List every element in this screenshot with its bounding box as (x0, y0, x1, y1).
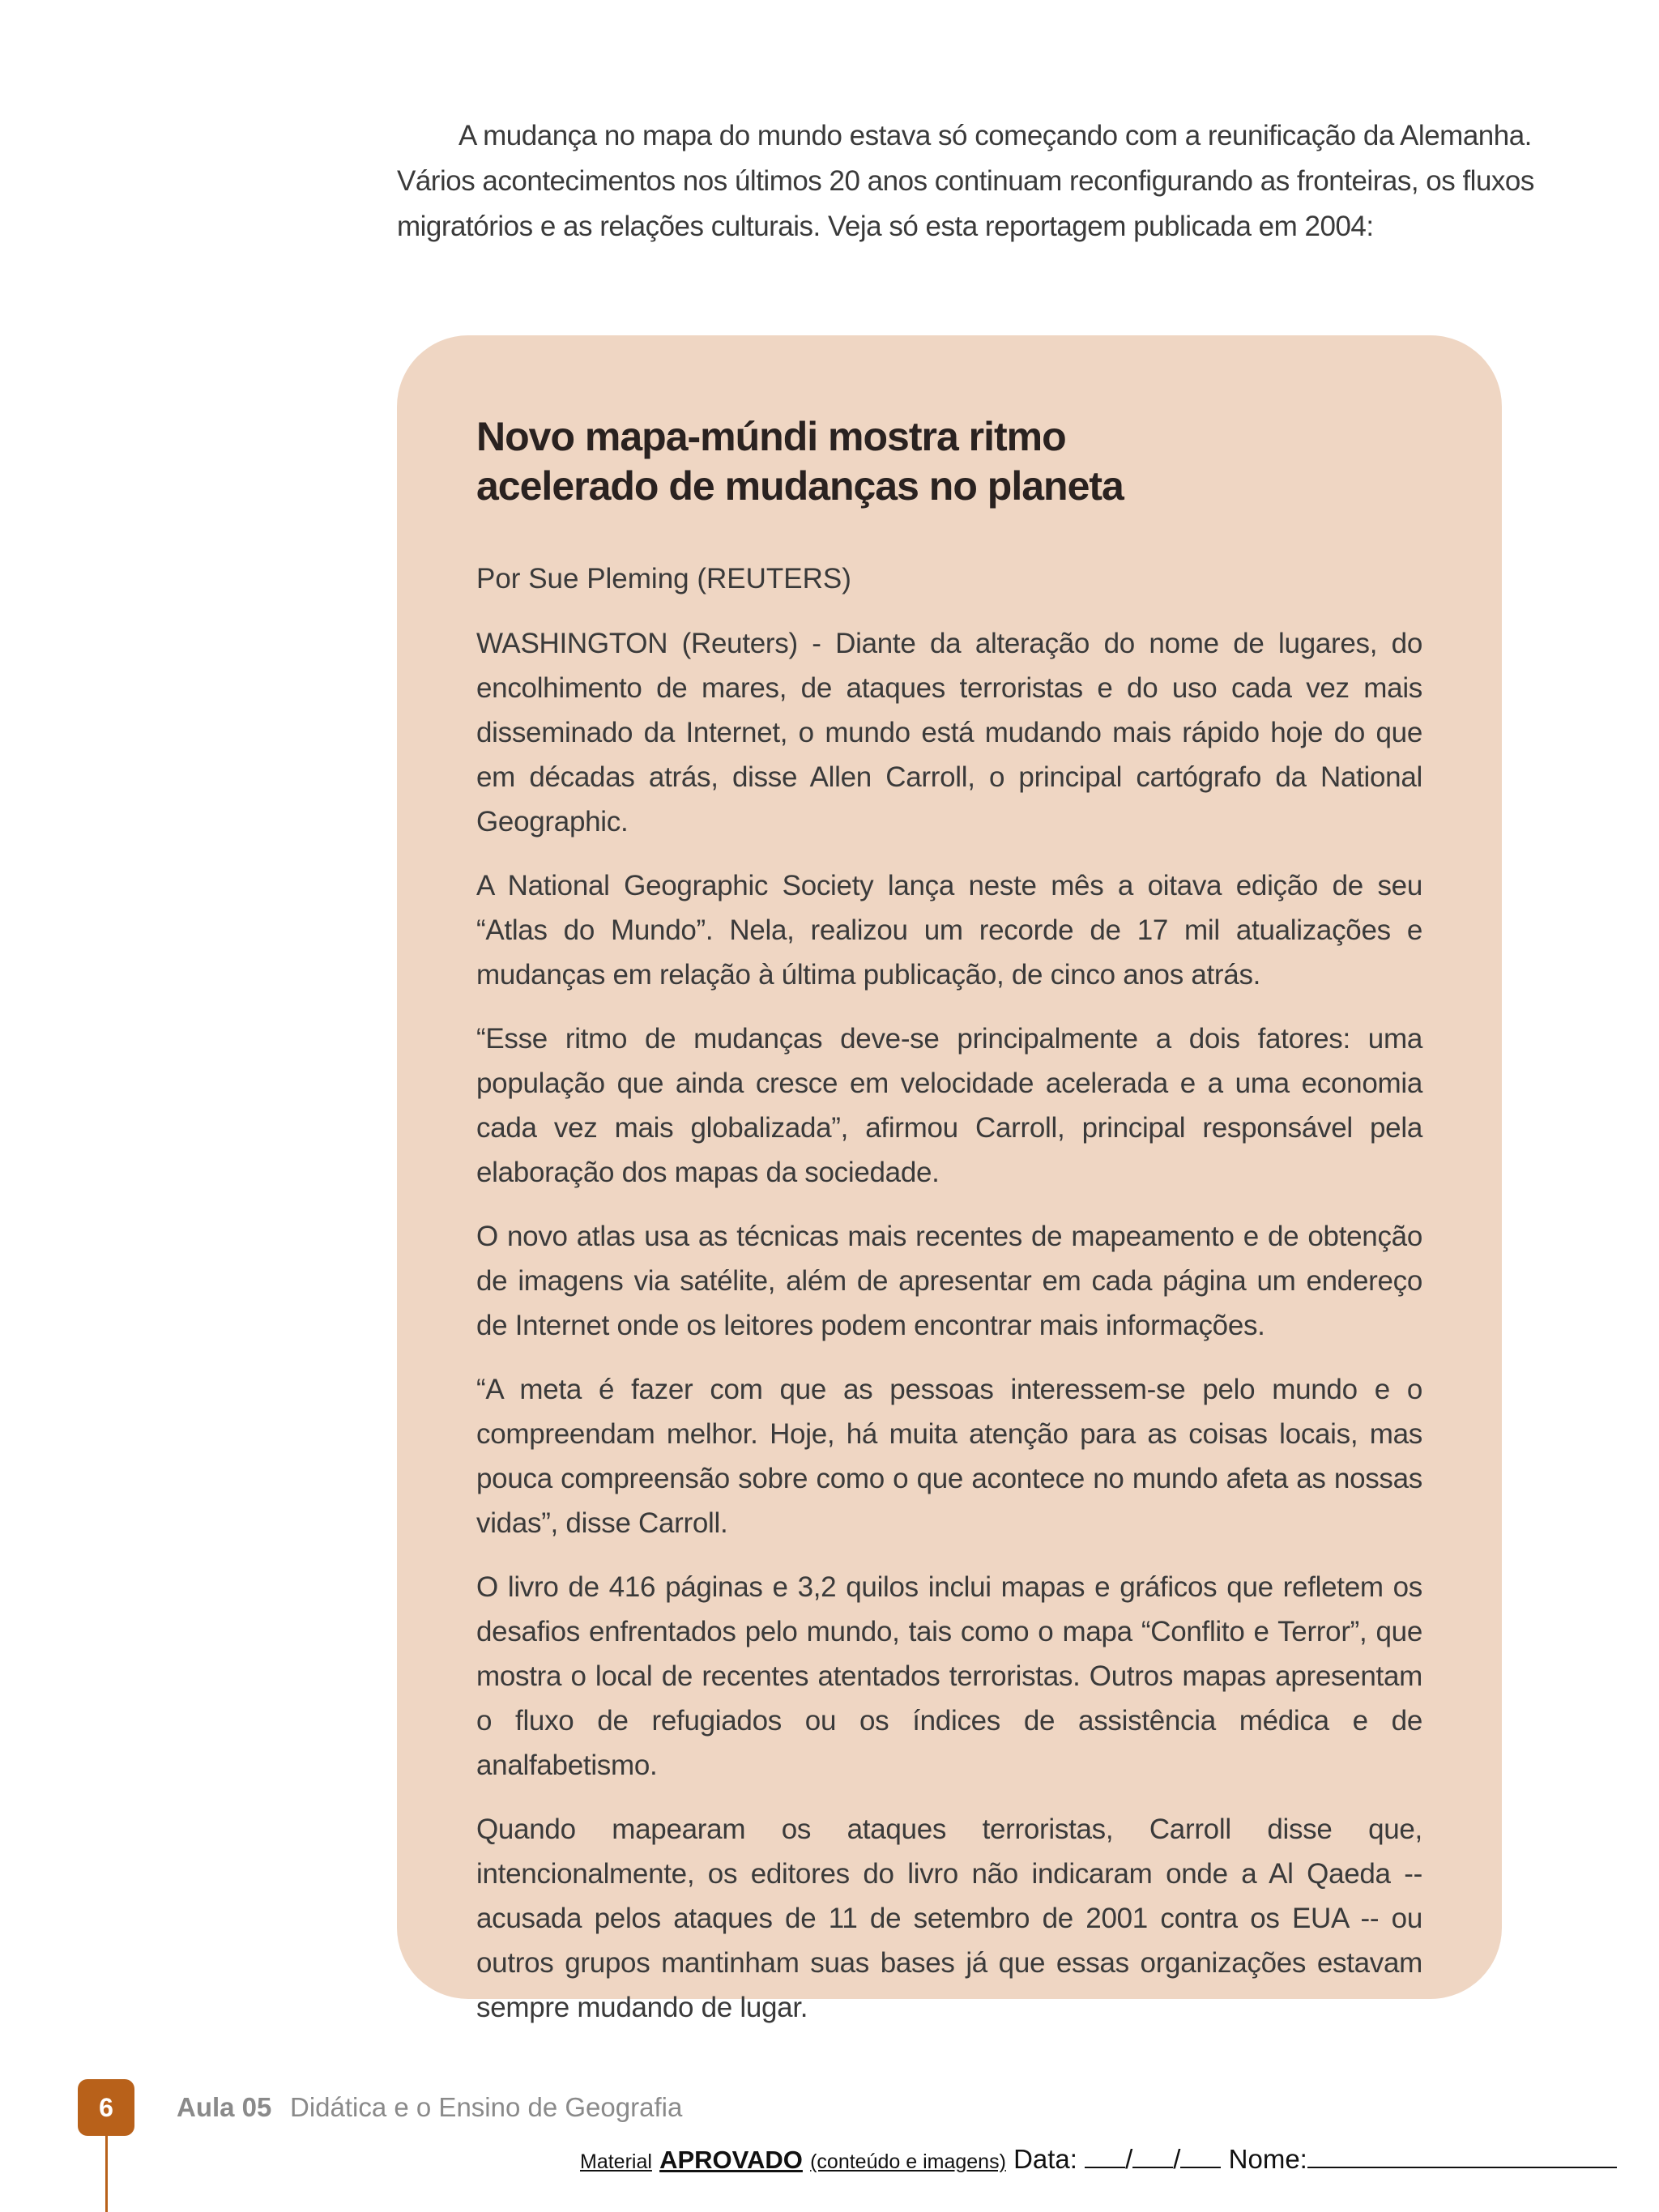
article-paragraph: Quando mapearam os ataques terroristas, Carroll disse que, intencionalmente, os editores do livro não indicaram onde a Al Qaeda -- acusada pelos ataques de 11 de setembro de 2001 contra os EUA -- ou outros grupos mantinham suas bases já que essas organizações estavam sempre mudando de lugar. (476, 1813, 1422, 2023)
stamp-date-year-blank (1180, 2142, 1221, 2168)
stamp-conteudo: (conteúdo e imagens) (810, 2150, 1006, 2173)
stamp-date-day-blank (1085, 2142, 1125, 2168)
approval-stamp (580, 2142, 1617, 2180)
page-number-badge: 6 (78, 2079, 134, 2136)
article-paragraph: WASHINGTON (Reuters) - Diante da alteração do nome de lugares, do encolhimento de mares, de ataques terroristas e do uso cada vez mais disseminado da Internet, o mundo está mudando mais rápido hoje do que em décadas atrás, disse Allen Carroll, o principal cartógrafo da National Geographic. (476, 628, 1422, 837)
article-paragraph: A National Geographic Society lança neste mês a oitava edição de seu “Atlas do Mundo”. Nela, realizou um recorde de 17 mil atualizações e mudanças em relação à última publicação, de cinco anos atrás. (476, 870, 1422, 991)
stamp-date-slash: / (1125, 2144, 1133, 2174)
article-paragraph: “Esse ritmo de mudanças deve-se principalmente a dois fatores: uma população que ainda cresce em velocidade acelerada e a uma economia cada vez mais globalizada”, afirmou Carroll, principal responsável pela elaboração dos mapas da sociedade. (476, 1023, 1422, 1188)
footer-course-title: Didática e o Ensino de Geografia (290, 2092, 683, 2122)
stamp-data-label: Data: (1013, 2144, 1077, 2174)
stamp-nome-label: Nome: (1228, 2144, 1307, 2174)
article-byline: Por Sue Pleming (REUTERS) (476, 563, 851, 595)
footer-aula: Aula 05 (177, 2092, 272, 2122)
stamp-date-month-blank (1132, 2142, 1173, 2168)
intro-line: A mudança no mapa do mundo estava só começando com a reunificação da Alemanha. (458, 120, 1532, 151)
article-paragraph: O livro de 416 páginas e 3,2 quilos inclui mapas e gráficos que refletem os desafios enfrentados pelo mundo, tais como o mapa “Conflito e Terror”, que mostra o local de recentes atentados terroristas. Outros mapas apresentam o fluxo de refugiados ou os índices de assistência médica e de analfabetismo. (476, 1571, 1422, 1781)
stamp-material: Material (580, 2150, 652, 2173)
stamp-aprovado: APROVADO (659, 2146, 803, 2174)
stamp-nome-blank (1307, 2142, 1617, 2168)
stamp-date-slash: / (1173, 2144, 1181, 2174)
article-title-line: Novo mapa-múndi mostra ritmo (476, 414, 1066, 459)
footer-rule (105, 2136, 108, 2212)
article-title (476, 412, 1422, 511)
article-title-line: acelerado de mudanças no planeta (476, 463, 1124, 509)
article-paragraph: O novo atlas usa as técnicas mais recentes de mapeamento e de obtenção de imagens via satélite, além de apresentar em cada página um endereço de Internet onde os leitores podem encontrar mais informações. (476, 1221, 1422, 1341)
intro-line: migratórios e as relações culturais. Veja só esta reportagem publicada em 2004: (397, 211, 1374, 242)
intro-text (397, 113, 1534, 249)
article-box (397, 335, 1502, 2023)
article-paragraph: “A meta é fazer com que as pessoas interessem-se pelo mundo e o compreendam melhor. Hoje, há muita atenção para as coisas locais, mas pouca compreensão sobre como o que acontece no mundo afeta as nossas vidas”, disse Carroll. (476, 1374, 1422, 1539)
intro-line: Vários acontecimentos nos últimos 20 anos continuam reconfigurando as fronteiras, os fluxos (397, 165, 1534, 197)
